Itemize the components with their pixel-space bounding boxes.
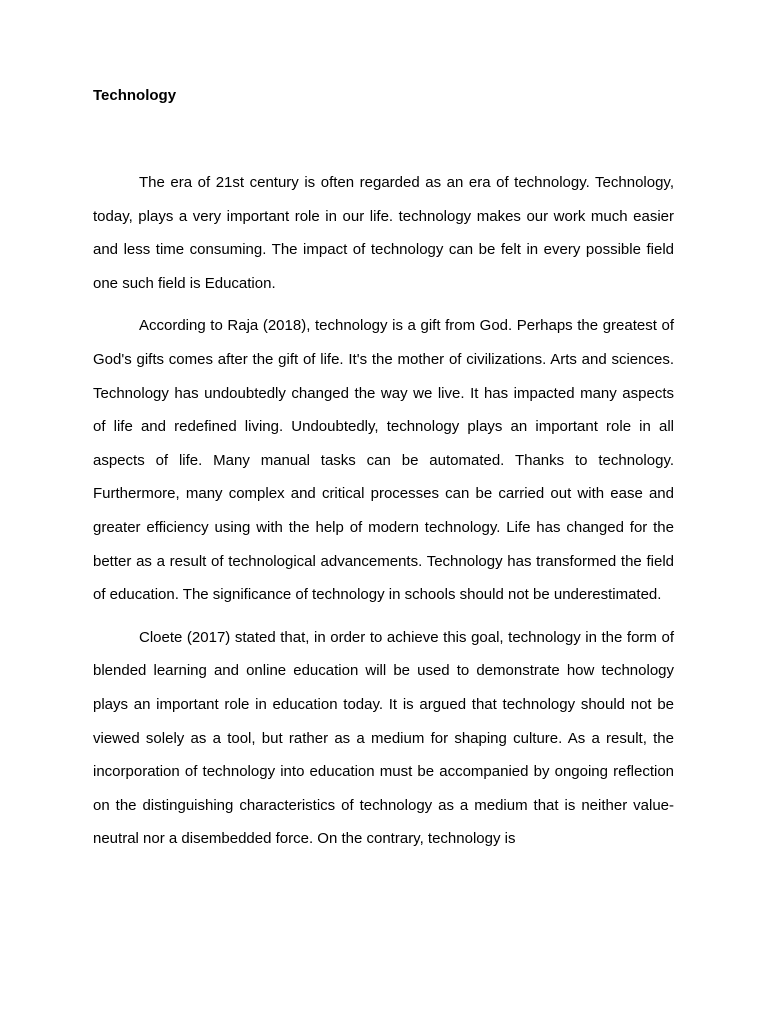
document-title: Technology xyxy=(93,87,177,104)
paragraph-raja: According to Raja (2018), technology is a gift from God. Perhaps the greatest of God's gifts comes after the gift of life. It's the mother of civilizations. Arts and sciences. Technology has undoubtedly changed the way we live. It has impacted many aspects of life and redefined living. Undoubtedly, technology plays an important role in all aspects of life. Many manual tasks can be automated. Thanks to technology. Furthermore, many complex and critical processes can be carried out with ease and greater efficiency using with the help of modern technology. Life has changed for the better as a result of technological advancements. Technology has transformed the field of education. The significance of technology in schools should not be underestimated. xyxy=(93,317,674,604)
document-body xyxy=(93,166,674,865)
paragraph-intro: The era of 21st century is often regarded as an era of technology. Technology, today, plays a very important role in our life. technology makes our work much easier and less time consuming. The impact of technology can be felt in every possible field one such field is Education. xyxy=(93,174,674,292)
paragraph-cloete: Cloete (2017) stated that, in order to achieve this goal, technology in the form of blended learning and online education will be used to demonstrate how technology plays an important role in education today. It is argued that technology should not be viewed solely as a tool, but rather as a medium for shaping culture. As a result, the incorporation of technology into education must be accompanied by ongoing reflection on the distinguishing characteristics of technology as a medium that is neither value-neutral nor a disembedded force. On the contrary, technology is xyxy=(93,628,674,848)
